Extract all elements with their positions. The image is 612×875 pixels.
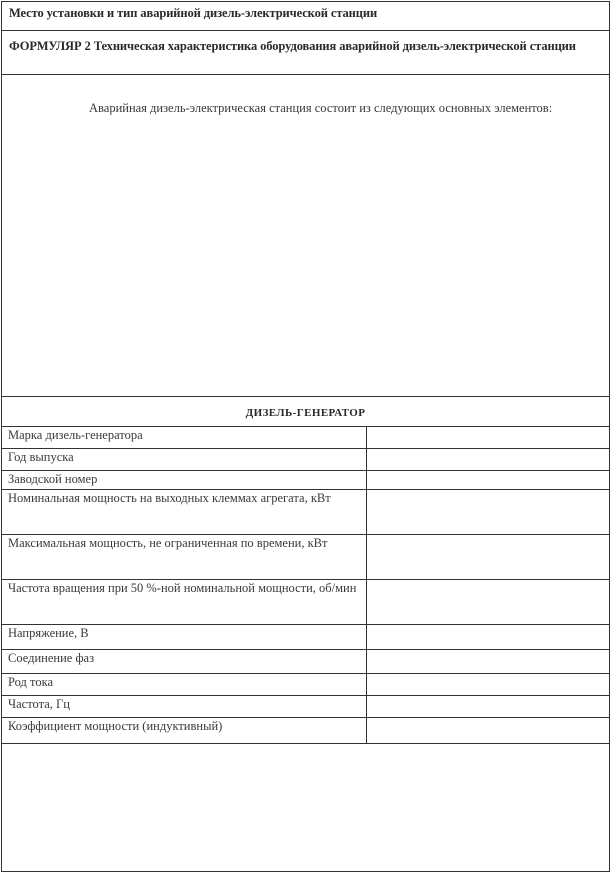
spec-value[interactable] bbox=[367, 696, 610, 718]
spec-label: Марка дизель-генератора bbox=[2, 427, 367, 449]
table-row bbox=[2, 427, 609, 449]
spec-label: Частота вращения при 50 %-ной номинальной мощности, об/мин bbox=[2, 580, 367, 625]
generator-heading: ДИЗЕЛЬ-ГЕНЕРАТОР bbox=[245, 407, 366, 419]
spec-value[interactable] bbox=[367, 471, 610, 490]
spec-label: Номинальная мощность на выходных клеммах агрегата, кВт bbox=[2, 490, 367, 535]
table-row bbox=[2, 580, 609, 625]
spec-label: Максимальная мощность, не ограниченная по времени, кВт bbox=[2, 535, 367, 580]
spec-value[interactable] bbox=[367, 625, 610, 650]
divider bbox=[2, 74, 609, 75]
spec-label: Напряжение, В bbox=[2, 625, 367, 650]
form-title: ФОРМУЛЯР 2 Техническая характеристика оборудования аварийной дизель-электрической станции bbox=[9, 39, 576, 53]
spec-value[interactable] bbox=[367, 427, 610, 449]
spec-value[interactable] bbox=[367, 650, 610, 674]
table-row bbox=[2, 535, 609, 580]
spec-label: Частота, Гц bbox=[2, 696, 367, 718]
table-row bbox=[2, 718, 609, 744]
spec-label: Род тока bbox=[2, 674, 367, 696]
spec-value[interactable] bbox=[367, 449, 610, 471]
spec-value[interactable] bbox=[367, 535, 610, 580]
intro-text: Аварийная дизель-электрическая станция состоит из следующих основных элементов: bbox=[89, 101, 553, 115]
spec-label: Коэффициент мощности (индуктивный) bbox=[2, 718, 367, 744]
table-row bbox=[2, 696, 609, 718]
spec-label: Год выпуска bbox=[2, 449, 367, 471]
table-row bbox=[2, 490, 609, 535]
divider bbox=[2, 396, 609, 397]
table-row bbox=[2, 471, 609, 490]
spec-label: Соединение фаз bbox=[2, 650, 367, 674]
spec-value[interactable] bbox=[367, 674, 610, 696]
form-frame bbox=[1, 1, 610, 872]
generator-spec-table bbox=[2, 426, 609, 744]
table-row bbox=[2, 674, 609, 696]
spec-value[interactable] bbox=[367, 490, 610, 535]
divider bbox=[2, 30, 609, 31]
spec-label: Заводской номер bbox=[2, 471, 367, 490]
installation-title: Место установки и тип аварийной дизель-электрической станции bbox=[9, 6, 378, 20]
spec-value[interactable] bbox=[367, 580, 610, 625]
spec-value[interactable] bbox=[367, 718, 610, 744]
table-row bbox=[2, 650, 609, 674]
table-row bbox=[2, 625, 609, 650]
table-row bbox=[2, 449, 609, 471]
